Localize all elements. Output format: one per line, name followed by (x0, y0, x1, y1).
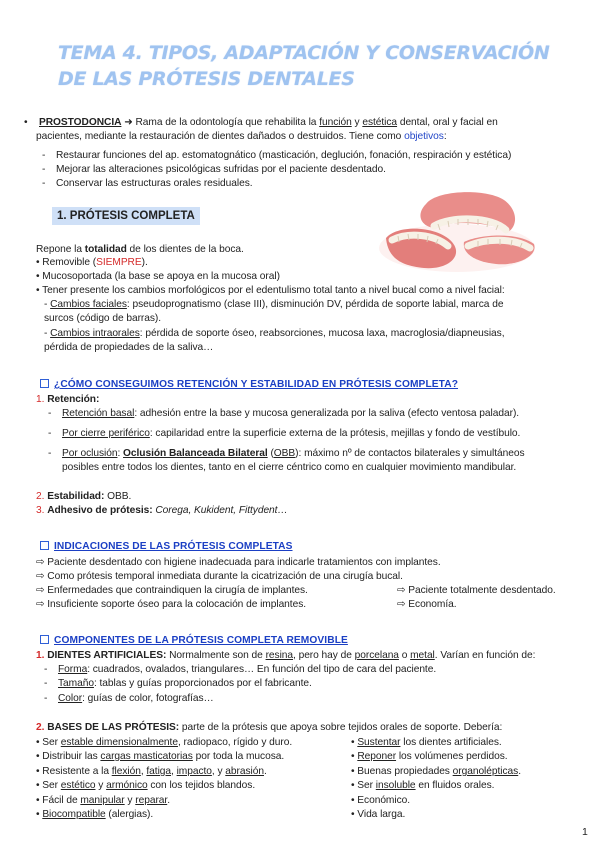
tamano-line (44, 677, 312, 690)
indicacion-item (36, 556, 441, 569)
adhesivo-line (36, 504, 288, 517)
base-item-term: estable dimensionalmente (60, 737, 178, 748)
obb-term: Oclusión Balanceada Bilateral (123, 448, 268, 459)
page-title-line1: TEMA 4. TIPOS, ADAPTACIÓN Y CONSERVACIÓN (58, 42, 550, 64)
dientes-metal: metal (410, 650, 435, 661)
removible-b: ). (141, 257, 148, 268)
dash: - (44, 664, 48, 675)
dash: - (44, 678, 48, 689)
number-1: 1. (36, 650, 45, 661)
dash: - (44, 693, 48, 704)
oclusion-term: Por oclusión (62, 448, 118, 459)
intro-item: - Restaurar funciones del ap. estomatognático (masticación, deglución, fonación, respiración y estética) (42, 150, 512, 161)
number-2: 2. (36, 491, 45, 502)
base-item-text: (alergias). (105, 809, 154, 820)
base-item-term: organolépticas (452, 766, 519, 777)
right-arrow-icon: ⇨ (36, 599, 45, 610)
color-text: : guías de color, fotografías… (82, 693, 214, 704)
right-arrow-icon: ⇨ (36, 571, 45, 582)
indicacion-text: Como prótesis temporal inmediata durante la cicatrización de una cirugía bucal. (47, 571, 403, 582)
retencion-heading-text: ¿CÓMO CONSEGUIMOS RETENCIÓN Y ESTABILIDAD EN PRÓTESIS COMPLETA? (54, 379, 459, 390)
base-item-text: • Distribuir las (36, 751, 101, 762)
mucosoportada-line: • Mucosoportada (la base se apoya en la mucosa oral) (36, 271, 280, 282)
indicacion-text: Paciente totalmente desdentado. (408, 585, 556, 596)
square-checkbox-icon (40, 541, 49, 550)
right-arrow-icon: ⇨ (36, 557, 45, 568)
right-arrow-icon: ⇨ (397, 585, 406, 596)
base-left-item (36, 736, 292, 749)
basal-text: : adhesión entre la base y mucosa generalizada por la saliva (efecto ventosa paladar). (134, 408, 520, 419)
square-checkbox-icon (40, 379, 49, 388)
base-right-item (351, 765, 521, 778)
intro-funcion: función (319, 117, 352, 128)
base-item-term: estético (60, 780, 96, 791)
indicaciones-heading (40, 536, 293, 554)
dientes-porcelana: porcelana (354, 650, 399, 661)
base-item-term: Reponer (357, 751, 397, 762)
estabilidad-line (36, 490, 131, 503)
cierre-periferico-line (48, 427, 520, 440)
base-item-term: flexión (111, 766, 141, 777)
intro-text-b: dental, oral y facial en (397, 117, 498, 128)
intro-estetica: estética (362, 117, 398, 128)
page-title-line2: DE LAS PRÓTESIS DENTALES (58, 68, 355, 90)
estabilidad-label: Estabilidad: (47, 491, 105, 502)
cambios-intraorales-line (44, 327, 505, 340)
base-item-text: • Resistente a la (36, 766, 112, 777)
basal-term: Retención basal (62, 408, 135, 419)
base-item-text: • Ser (351, 780, 376, 791)
intra-dash: - (44, 328, 51, 339)
dientes-resina: resina (265, 650, 294, 661)
cierre-text: : capilaridad entre la superficie externa de la prótesis, mejillas y fondo de vestíbulo. (149, 428, 521, 439)
intro-colon: : (443, 131, 447, 142)
faciales-term: Cambios faciales (50, 299, 127, 310)
estabilidad-text: OBB. (104, 491, 132, 502)
cierre-term: Por cierre periférico (62, 428, 150, 439)
obb-abbr: OBB (273, 448, 296, 459)
retencion-heading (40, 374, 458, 392)
base-item-text: • Ser (36, 780, 61, 791)
base-item-term: armónico (106, 780, 148, 791)
tamano-text: : tablas y guías proporcionados por el fabricante. (93, 678, 312, 689)
page-number: 1 (582, 826, 588, 838)
number-1: 1. (36, 394, 45, 405)
base-item-term: Sustentar (357, 737, 401, 748)
dientes-a: Normalmente son de (166, 650, 266, 661)
intro-line2-text: pacientes, mediante la restauración de dientes dañados o destruidos. Tiene como (36, 131, 405, 142)
adhesivo-text: Corega, Kukident, Fittydent… (152, 505, 288, 516)
oclusion-cont: posibles entre todos los dientes, tanto en el cierre céntrico como en cualquier movimiento mandibular. (62, 462, 517, 473)
oclusion-line (48, 447, 525, 460)
base-left-item (36, 750, 284, 763)
dash: - (48, 408, 52, 419)
denture-image (368, 186, 546, 276)
base-right-item (351, 736, 502, 749)
base-left-item (36, 765, 267, 778)
obb-text: ): máximo nº de contactos bilaterales y simultáneos (295, 448, 525, 459)
dash: - (48, 448, 52, 459)
intra-term: Cambios intraorales (50, 328, 140, 339)
componentes-heading (40, 630, 348, 648)
base-right-item (351, 750, 508, 763)
cambios-faciales-cont: surcos (código de barras). (44, 313, 162, 324)
base-item-text: , (140, 766, 147, 777)
base-item-text: • (36, 809, 43, 820)
indicacion-text: Enfermedades que contraindiquen la cirugía de implantes. (47, 585, 308, 596)
right-arrow-icon: ⇨ (397, 599, 406, 610)
base-item-term: Biocompatible (42, 809, 106, 820)
base-item-text: con los tejidos blandos. (147, 780, 256, 791)
base-item-term: insoluble (375, 780, 416, 791)
base-item-text: , radiopaco, rígido y duro. (177, 737, 293, 748)
base-item-text: . (518, 766, 521, 777)
base-item-term: impacto (176, 766, 212, 777)
faciales-text: : pseudoprognatismo (clase III), disminución DV, pérdida de soporte labial, marca de (126, 299, 504, 310)
base-item-term: manipular (80, 795, 125, 806)
base-left-item (36, 794, 170, 807)
indicacion-text: Insuficiente soporte óseo para la colocación de implantes. (47, 599, 307, 610)
intro-item: - Mejorar las alteraciones psicológicas sufridas por el paciente desdentado. (42, 164, 386, 175)
tener-line: • Tener presente los cambios morfológicos por el edentulismo total tanto a nivel bucal como a nivel facial: (36, 285, 505, 296)
base-left-item (36, 808, 153, 821)
section-protesis-completa-heading (52, 206, 200, 224)
denture-image-svg (368, 186, 546, 276)
indicacion-text: Economía. (408, 599, 457, 610)
intro-item-text: Mejorar las alteraciones psicológicas sufridas por el paciente desdentado. (56, 164, 386, 175)
number-3: 3. (36, 505, 45, 516)
base-item-text: y (95, 780, 107, 791)
forma-term: Forma (58, 664, 88, 675)
base-item-term: fatiga (146, 766, 172, 777)
indicaciones-heading-text: INDICACIONES DE LAS PRÓTESIS COMPLETAS (54, 541, 293, 552)
forma-line (44, 663, 436, 676)
cambios-intraorales-cont: pérdida de propiedades de la saliva… (44, 342, 214, 353)
retencion-label-line (36, 393, 99, 406)
intro-item-text: Conservar las estructuras orales residuales. (56, 178, 253, 189)
base-item-text: los dientes artificiales. (400, 737, 502, 748)
base-item-text: , y (211, 766, 226, 777)
indicacion-item (36, 598, 306, 611)
indicacion-item (36, 570, 403, 583)
intro-bullet: • (24, 117, 28, 128)
base-item-text: • (351, 751, 358, 762)
base-item-text: • Buenas propiedades (351, 766, 453, 777)
repone-b: de los dientes de la boca. (126, 244, 244, 255)
obb-open: ( (267, 448, 274, 459)
color-line (44, 692, 214, 705)
forma-text: : cuadrados, ovalados, triangulares… En función del tipo de cara del paciente. (87, 664, 437, 675)
base-item-text: . (263, 766, 267, 777)
dash: - (48, 428, 52, 439)
indicacion-text: Paciente desdentado con higiene inadecuada para indicarle tratamientos con implantes. (47, 557, 441, 568)
intro-line-2 (36, 130, 447, 143)
square-checkbox-icon (40, 635, 49, 644)
dientes-b: , pero hay de (293, 650, 355, 661)
base-item-text: • Fácil de (36, 795, 81, 806)
intro-line-1 (24, 116, 498, 129)
base-item-text: , (171, 766, 177, 777)
base-right-item: • Vida larga. (351, 809, 406, 820)
oclusion-colon: : (117, 448, 124, 459)
base-item-term: cargas masticatorias (100, 751, 193, 762)
intro-text-a: Rama de la odontología que rehabilita la (132, 117, 320, 128)
bases-label: BASES DE LAS PRÓTESIS: (47, 722, 180, 733)
base-right-item (351, 779, 494, 792)
section-heading-text: 1. PRÓTESIS COMPLETA (52, 207, 200, 225)
indicacion-item (36, 584, 308, 597)
number-2: 2. (36, 722, 45, 733)
base-item-text: por toda la mucosa. (192, 751, 285, 762)
color-term: Color (58, 693, 83, 704)
dientes-line (36, 649, 535, 662)
indicacion-right-item (397, 584, 556, 597)
right-arrow-icon: ⇨ (36, 585, 45, 596)
base-item-text: en fluidos orales. (415, 780, 495, 791)
cambios-faciales-line (44, 298, 503, 311)
dientes-label: DIENTES ARTIFICIALES: (47, 650, 167, 661)
base-item-text: • Ser (36, 737, 61, 748)
repone-line (36, 243, 244, 256)
faciales-dash: - (44, 299, 51, 310)
intro-item: - Conservar las estructuras orales residuales. (42, 178, 253, 189)
prostodoncia-term: PROSTODONCIA (39, 117, 122, 128)
base-item-text: . (167, 795, 170, 806)
dientes-c: . Varían en función de: (434, 650, 536, 661)
base-item-text: los volúmenes perdidos. (396, 751, 508, 762)
tamano-term: Tamaño (58, 678, 94, 689)
removible-line (36, 256, 148, 269)
repone-totalidad: totalidad (84, 244, 127, 255)
dientes-o: o (398, 650, 411, 661)
base-item-term: abrasión (225, 766, 264, 777)
bases-line (36, 721, 502, 734)
intra-text: : pérdida de soporte óseo, reabsorciones, mucosa laxa, macroglosia/diapneusias, (139, 328, 505, 339)
base-item-term: reparar (135, 795, 168, 806)
retencion-basal-line (48, 407, 519, 420)
adhesivo-label: Adhesivo de prótesis: (47, 505, 153, 516)
intro-y: y (351, 117, 363, 128)
right-arrow-icon: ➜ (124, 117, 133, 128)
base-right-item: • Económico. (351, 795, 411, 806)
base-item-text: • (351, 737, 358, 748)
indicacion-right-item (397, 598, 457, 611)
componentes-heading-text: COMPONENTES DE LA PRÓTESIS COMPLETA REMOVIBLE (54, 635, 348, 646)
removible-a: • Removible ( (36, 257, 97, 268)
removible-siempre: SIEMPRE (96, 257, 142, 268)
retencion-label: Retención: (47, 394, 100, 405)
base-left-item (36, 779, 255, 792)
intro-item-text: Restaurar funciones del ap. estomatognático (masticación, deglución, fonación, respiración y estética) (56, 150, 512, 161)
base-item-text: y (124, 795, 136, 806)
bases-text: parte de la prótesis que apoya sobre tejidos orales de soporte. Debería: (179, 722, 503, 733)
repone-a: Repone la (36, 244, 85, 255)
intro-objetivos: objetivos (404, 131, 444, 142)
